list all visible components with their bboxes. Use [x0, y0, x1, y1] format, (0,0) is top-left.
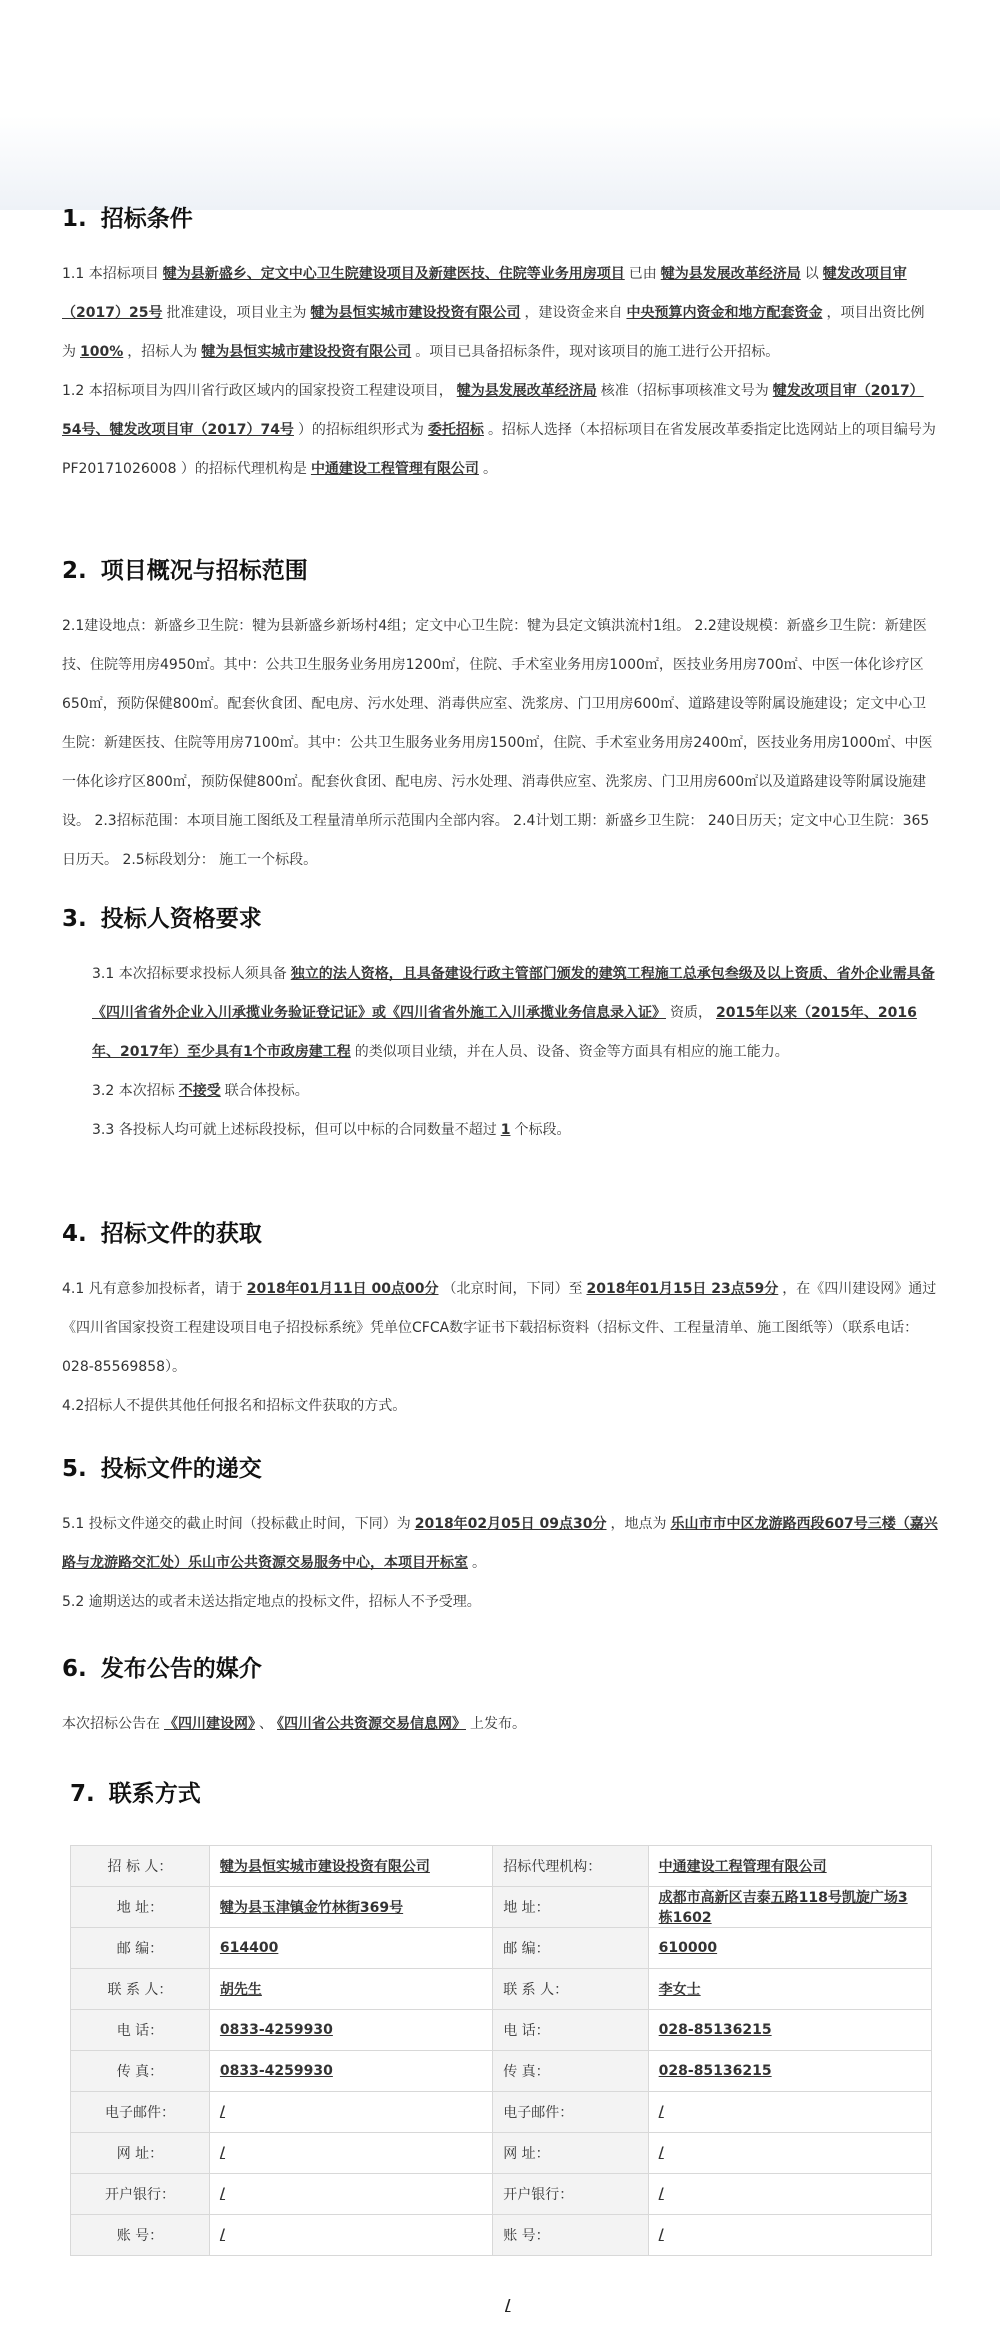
contact-label — [493, 2051, 648, 2092]
contact-row — [71, 1928, 932, 1969]
section-heading: 2. 项目概况与招标范围 — [62, 558, 308, 584]
contact-label — [71, 1846, 210, 1887]
contact-value — [648, 2092, 931, 2133]
contact-value — [209, 2133, 492, 2174]
contact-label — [71, 2092, 210, 2133]
contact-value — [648, 1846, 931, 1887]
contact-value-text: 028-85136215 — [658, 2022, 772, 2038]
contact-value-text: / — [658, 2104, 664, 2120]
paragraph-4-2: 4.2招标人不提供其他任何报名和招标文件获取的方式。 — [62, 1398, 407, 1414]
paragraph-3-1: 3.1 本次招标要求投标人须具备 独立的法人资格，且具备建设行政主管部门颁发的建筑工程施工总承包叁级及以上资质、省外企业需具备《四川省省外企业入川承揽业务验证登记证》或《四川省省外施工入川承揽业务信息录入证》 资质， 2015年以来（2015年、2016年、2017年）至少具有1个市政房建工程 的类似项目业绩，并在人员、设备、资金等方面具有相应的施工能力。 — [92, 966, 935, 1060]
contact-label — [493, 1969, 648, 2010]
contact-label — [493, 2215, 648, 2256]
paragraph-4-1: 4.1 凡有意参加投标者，请于 2018年01月11日 00点00分 （北京时间，下同）至 2018年01月15日 23点59分 ，在《四川建设网》通过《四川省国家投资工程建设项目电子招投标系统》凭单位CFCA数字证书下载招标资料（招标文件、工程量清单、施工图纸等）（联系电话：028-85569858）。 — [62, 1281, 937, 1375]
contact-value — [648, 1928, 931, 1969]
section-heading: 7. 联系方式 — [70, 1781, 201, 1807]
contact-label — [493, 1846, 648, 1887]
paragraph-5-1: 5.1 投标文件递交的截止时间（投标截止时间，下同）为 2018年02月05日 09点30分 ，地点为 乐山市市中区龙游路西段607号三楼（嘉兴路与龙游路交汇处）乐山市公共资源交易服务中心，本项目开标室 。 — [62, 1516, 938, 1571]
contact-label — [71, 2133, 210, 2174]
contact-label-text: 电子邮件： — [503, 2105, 574, 2121]
contact-value-text: / — [658, 2227, 664, 2243]
section-5 — [62, 1450, 938, 1622]
paragraph-3-2: 3.2 本次招标 不接受 联合体投标。 — [92, 1083, 309, 1099]
contact-label-text: 账 号： — [116, 2228, 164, 2244]
contact-row — [71, 2133, 932, 2174]
contact-label-text: 邮 编： — [503, 1941, 550, 1957]
contact-label — [71, 1928, 210, 1969]
contact-value-text: 犍为县玉津镇金竹林街369号 — [219, 1900, 404, 1916]
contact-value — [209, 1846, 492, 1887]
contact-row — [71, 2215, 932, 2256]
section-4 — [62, 1215, 938, 1426]
contact-row — [71, 2051, 932, 2092]
contact-value-text: 李女士 — [658, 1982, 701, 1998]
contact-value — [648, 2133, 931, 2174]
contact-label-text: 联 系 人： — [503, 1982, 569, 1998]
contact-value-text: 0833-4259930 — [219, 2063, 333, 2079]
contact-label — [493, 1887, 648, 1928]
contact-label — [493, 1928, 648, 1969]
contact-value — [209, 2174, 492, 2215]
paragraph-1-1: 1.1 本招标项目 犍为县新盛乡、定文中心卫生院建设项目及新建医技、住院等业务用房项目 已由 犍为县发展改革经济局 以 犍发改项目审（2017）25号 批准建设，项目业主为 犍为县恒实城市建设投资有限公司 ，建设资金来自 中央预算内资金和地方配套资金 ，项目出资比例为 100% ，招标人为 犍为县恒实城市建设投资有限公司 。项目已具备招标条件，现对该项目的施工进行公开招标。 — [62, 266, 925, 360]
contact-label-text: 招 标 人： — [107, 1859, 173, 1875]
contact-value-text: 胡先生 — [219, 1982, 262, 1998]
contact-value — [209, 2051, 492, 2092]
contact-value — [209, 1969, 492, 2010]
section-7 — [70, 1775, 938, 1808]
contact-value-text: / — [219, 2104, 226, 2120]
contact-label-text: 账 号： — [503, 2228, 550, 2244]
contact-row — [71, 2174, 932, 2215]
contact-label-text: 开户银行： — [503, 2187, 574, 2203]
contact-value-text: / — [658, 2186, 664, 2202]
contact-label — [493, 2010, 648, 2051]
section-heading: 1. 招标条件 — [62, 206, 193, 232]
contact-label-text: 开户银行： — [104, 2187, 175, 2203]
contact-label-text: 电 话： — [116, 2023, 164, 2039]
contact-row — [71, 2092, 932, 2133]
contact-value — [209, 2215, 492, 2256]
contact-row — [71, 1969, 932, 2010]
paragraph-5-2: 5.2 逾期送达的或者未送达指定地点的投标文件，招标人不予受理。 — [62, 1594, 481, 1610]
section-heading: 4. 招标文件的获取 — [62, 1221, 262, 1247]
contact-value — [648, 2051, 931, 2092]
contact-value-text: / — [219, 2186, 226, 2202]
contact-value-text: / — [219, 2227, 226, 2243]
contact-label-text: 电子邮件： — [104, 2105, 175, 2121]
contact-row — [71, 1846, 932, 1887]
contact-value — [648, 2010, 931, 2051]
paragraph-2-1: 2.1建设地点：新盛乡卫生院：犍为县新盛乡新场村4组；定文中心卫生院：犍为县定文镇洪流村1组。 2.2建设规模：新盛乡卫生院：新建医技、住院等用房4950㎡。其中：公共卫生服务业务用房1200㎡，住院、手术室业务用房1000㎡，医技业务用房700㎡、中医一体化诊疗区650㎡，预防保健800㎡。配套伙食团、配电房、污水处理、消毒供应室、洗浆房、门卫用房600㎡、道路建设等附属设施建设；定文中心卫生院：新建医技、住院等用房7100㎡。其中：公共卫生服务业务用房1500㎡，住院、手术室业务用房2400㎡，医技业务用房1000㎡、中医一体化诊疗区800㎡，预防保健800㎡。配套伙食团、配电房、污水处理、消毒供应室、洗浆房、门卫用房600㎡以及道路建设等附属设施建设。 2.3招标范围：本项目施工图纸及工程量清单所示范围内全部内容。 2.4计划工期：新盛乡卫生院： 240日历天；定文中心卫生院：365日历天。 2.5标段划分： 施工一个标段。 — [62, 618, 933, 868]
contact-table-wrap — [70, 1845, 932, 2256]
paragraph-6-1: 本次招标公告在 《四川建设网》 、 《四川省公共资源交易信息网》 上发布。 — [62, 1716, 526, 1732]
contact-label — [493, 2133, 648, 2174]
contact-label — [71, 2051, 210, 2092]
contact-value-text: 0833-4259930 — [219, 2022, 333, 2038]
header-background — [0, 0, 1000, 210]
contact-value-text: / — [219, 2145, 226, 2161]
contact-label — [71, 2010, 210, 2051]
contact-label-text: 网 址： — [503, 2146, 550, 2162]
section-heading: 3. 投标人资格要求 — [62, 906, 262, 932]
contact-row — [71, 2010, 932, 2051]
contact-label-text: 地 址： — [116, 1900, 164, 1916]
contact-value-text: 成都市高新区吉泰五路118号凯旋广场3栋1602 — [658, 1890, 908, 1926]
contact-value — [209, 2092, 492, 2133]
contact-value-text: / — [658, 2145, 664, 2161]
section-3 — [62, 900, 938, 1150]
contact-value-text: 中通建设工程管理有限公司 — [658, 1859, 827, 1875]
contact-table — [70, 1845, 932, 2256]
contact-label — [71, 1969, 210, 2010]
contact-value — [209, 2010, 492, 2051]
contact-label — [71, 2215, 210, 2256]
section-heading: 5. 投标文件的递交 — [62, 1456, 262, 1482]
contact-value-text: 犍为县恒实城市建设投资有限公司 — [219, 1859, 430, 1875]
contact-label-text: 传 真： — [116, 2064, 164, 2080]
contact-label — [71, 2174, 210, 2215]
footer-mark: / — [505, 2296, 511, 2314]
contact-label — [71, 1887, 210, 1928]
contact-value-text: 614400 — [219, 1940, 279, 1956]
contact-value — [648, 1887, 931, 1928]
contact-row — [71, 1887, 932, 1928]
contact-value — [209, 1887, 492, 1928]
contact-label-text: 联 系 人： — [107, 1982, 173, 1998]
contact-value-text: 610000 — [658, 1940, 718, 1956]
paragraph-1-2: 1.2 本招标项目为四川省行政区域内的国家投资工程建设项目， 犍为县发展改革经济局 核准（招标事项核准文号为 犍发改项目审（2017）54号、犍发改项目审（2017）74号 ）的招标组织形式为 委托招标 。招标人选择（本招标项目在省发展改革委指定比选网站上的项目编号为 PF20171026008 ）的招标代理机构是 中通建设工程管理有限公司 。 — [62, 383, 936, 477]
contact-value — [209, 1928, 492, 1969]
contact-value — [648, 2174, 931, 2215]
contact-label-text: 招标代理机构： — [503, 1859, 602, 1875]
contact-label-text: 地 址： — [503, 1900, 550, 1916]
contact-label — [493, 2174, 648, 2215]
contact-label-text: 传 真： — [503, 2064, 550, 2080]
contact-value-text: 028-85136215 — [658, 2063, 772, 2079]
paragraph-3-3: 3.3 各投标人均可就上述标段投标，但可以中标的合同数量不超过 1 个标段。 — [92, 1122, 571, 1138]
contact-value — [648, 1969, 931, 2010]
section-2 — [62, 552, 938, 880]
contact-label-text: 邮 编： — [116, 1941, 164, 1957]
section-1 — [62, 200, 938, 489]
section-heading: 6. 发布公告的媒介 — [62, 1656, 262, 1682]
contact-label — [493, 2092, 648, 2133]
contact-value — [648, 2215, 931, 2256]
contact-label-text: 电 话： — [503, 2023, 550, 2039]
contact-label-text: 网 址： — [116, 2146, 164, 2162]
section-6 — [62, 1650, 938, 1744]
